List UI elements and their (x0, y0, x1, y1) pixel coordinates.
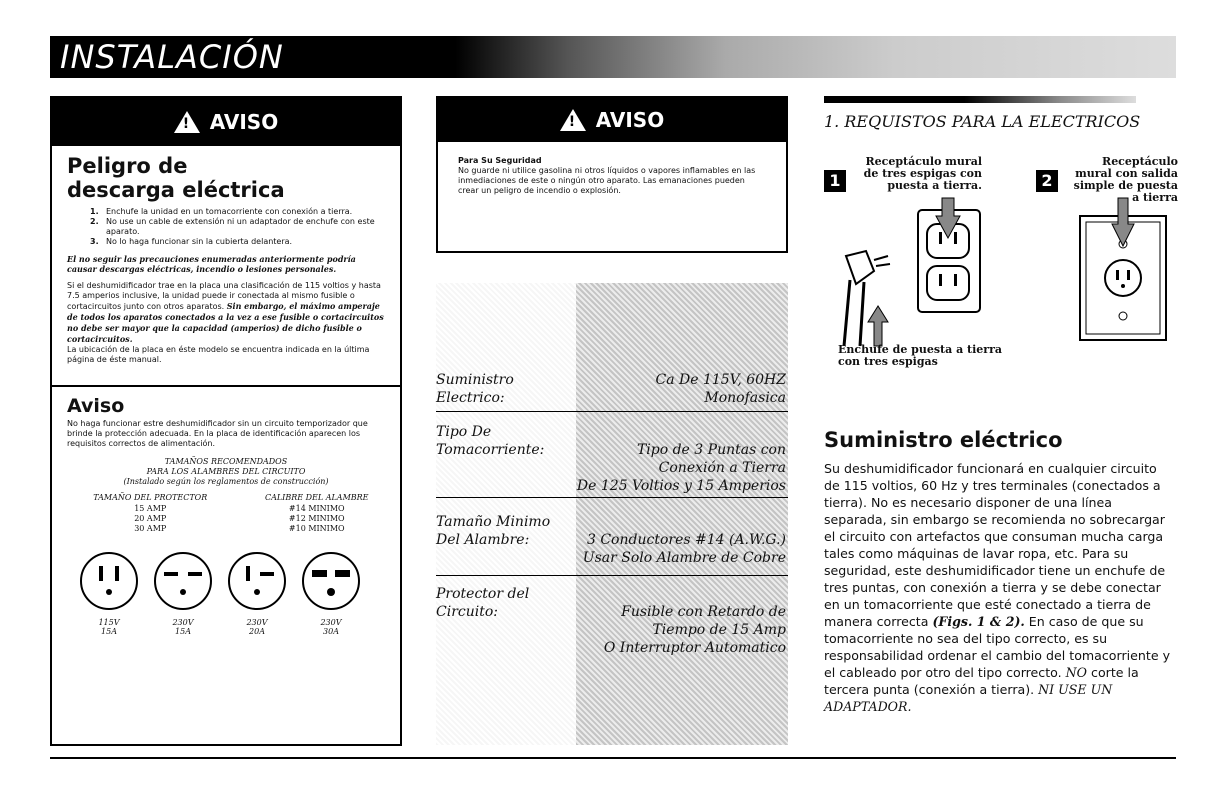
section-banner (50, 36, 1176, 78)
outlet-230v-20a-icon (228, 552, 286, 610)
plate-location-paragraph: La ubicación de la placa en éste modelo se encuentra indicada en la última página de éste manual. (67, 345, 370, 364)
warning-triangle-icon: ! (174, 111, 200, 133)
figure-1-caption: Receptáculo mural de tres espigas con puesta a tierra. (863, 155, 982, 192)
section-title: INSTALACIÓN (60, 38, 284, 76)
aviso-text: No haga funcionar estre deshumidificador sin un circuito temporizador que brinde la protección adecuada. En la placa de identificación aparecen los requisitos correctos de alimentación. (67, 419, 368, 448)
warning-header-label: AVISO (209, 110, 279, 134)
safety-text: No guarde ni utilice gasolina ni otros líquidos o vapores inflamables en las inmediaciones de este o ningún otro aparato. Las emanaciones pueden crear un peligro de incendio o explosión. (458, 166, 756, 195)
warning-triangle-icon: ! (560, 109, 586, 131)
page-bottom-rule (50, 757, 1176, 759)
figure-1-badge: 1 (824, 170, 846, 192)
protector-column: TAMAÑO DEL PROTECTOR 15 AMP 20 AMP 30 AMP (93, 493, 208, 533)
safety-note (458, 156, 758, 196)
outlet-115v-15a-icon (80, 552, 138, 610)
warning-header-label: AVISO (595, 108, 665, 132)
outlet-label: 230V 15A (172, 618, 194, 636)
wire-table-title: TAMAÑOS RECOMENDADOS PARA LOS ALAMBRES DEL CIRCUITO (Instalado según los reglamentos de construcción) (123, 457, 329, 486)
supply-text: Su deshumidificador funcionará en cualquier circuito de 115 voltios, 60 Hz y tres terminales (conectados a tierra). No es necesario disponer de una línea separada, sin embargo se recomienda no sobrecargar el circuito con artefactos que consuman mucha carga tales como máquinas de lavar ropa, etc. Para su seguridad, este deshumidificador tiene un enchufe de tres puntas, con conexión a tierra y se debe conectar en un tomacorriente que esté conectado a tierra de manera correcta (Figs. 1 & 2). En caso de que su tomacorriente no sea del tipo correcto, es su responsabilidad ordenar el cambio del tomacorriente y el cableado por otro del tipo correcto. NO corte la tercera punta (conexión a tierra). NI USE UN ADAPTADOR. (824, 461, 1171, 714)
warning-panel-middle (436, 96, 788, 253)
warning-header (438, 98, 786, 142)
shock-title-line2: descarga eléctrica (67, 178, 285, 202)
three-prong-outlet-plug-illustration (826, 196, 986, 356)
outlet-label: 115V 15A (98, 618, 120, 636)
electrical-specs-table: Suministro Electrico: Ca De 115V, 60HZ Monofasica Tipo De Tomacorriente: Tipo de 3 Puntas con Conexión a Tierra De 125 Voltios y 15 Amperios Tamaño Minimo Del Alambre: 3 Conductores #14 (A.W.G.) Usar Solo Alambre de Cobre Protector del Circuito: Fusible con Retardo de Tiempo de 15 Amp O Interruptor Automatico (436, 283, 788, 745)
list-item: 2. No use un cable de extensión ni un adaptador de enchufe con este aparato. (90, 217, 375, 236)
spec-divider (436, 575, 788, 576)
outlet-diagrams (80, 552, 400, 610)
wire-size-table (67, 493, 400, 534)
rating-paragraph: Si el deshumidificador trae en la placa una clasificación de 115 voltios y hasta 7.5 amperios inclusive, la unidad puede ir conectada al mismo fusible o cortacircuitos junto con otros aparatos. Sin embargo, el máximo amperaje de todos los aparatos conectados a la vez a ese fusible o cortacircuitos no debe ser mayor que la capacidad (amperios) de dicho fusible o cortacircuitos. (67, 281, 384, 344)
shock-title-line1: Peligro de (67, 154, 188, 178)
spec-divider (436, 411, 788, 412)
safety-title: Para Su Seguridad (458, 156, 542, 165)
wire-column: CALIBRE DEL ALAMBRE #14 MINIMO #12 MINIMO #10 MINIMO (264, 493, 369, 533)
warning-header (52, 98, 400, 146)
warning-panel-left (50, 96, 402, 746)
single-grounded-outlet-illustration (1076, 196, 1172, 346)
list-item: 1. Enchufe la unidad en un tomacorriente con conexión a tierra. (90, 207, 353, 216)
specs-shade (576, 283, 788, 745)
figure-1-plug-caption: Enchufe de puesta a tierra con tres espigas (838, 343, 1003, 368)
outlet-230v-30a-icon (302, 552, 360, 610)
figure-2-badge: 2 (1036, 170, 1058, 192)
shock-title (67, 154, 400, 202)
spec-divider (436, 497, 788, 498)
outlet-230v-15a-icon (154, 552, 212, 610)
figure-2-caption: Receptáculo mural con salida simple de puesta a tierra (1073, 155, 1178, 204)
outlet-label: 230V 20A (246, 618, 268, 636)
divider (52, 385, 400, 387)
safety-steps (90, 207, 386, 247)
aviso-title: Aviso (67, 395, 125, 417)
outlet-labels (80, 618, 400, 636)
outlet-label: 230V 30A (320, 618, 342, 636)
requirements-bar (824, 96, 1136, 103)
consequence-note: El no seguir las precauciones enumeradas anteriormente podría causar descargas eléctricas, incendio o lesiones personales. (67, 254, 356, 274)
requirements-title: 1. REQUISTOS PARA LA ELECTRICOS (824, 112, 1141, 131)
supply-title: Suministro eléctrico (824, 428, 1063, 452)
list-item: 3. No lo haga funcionar sin la cubierta delantera. (90, 237, 293, 246)
